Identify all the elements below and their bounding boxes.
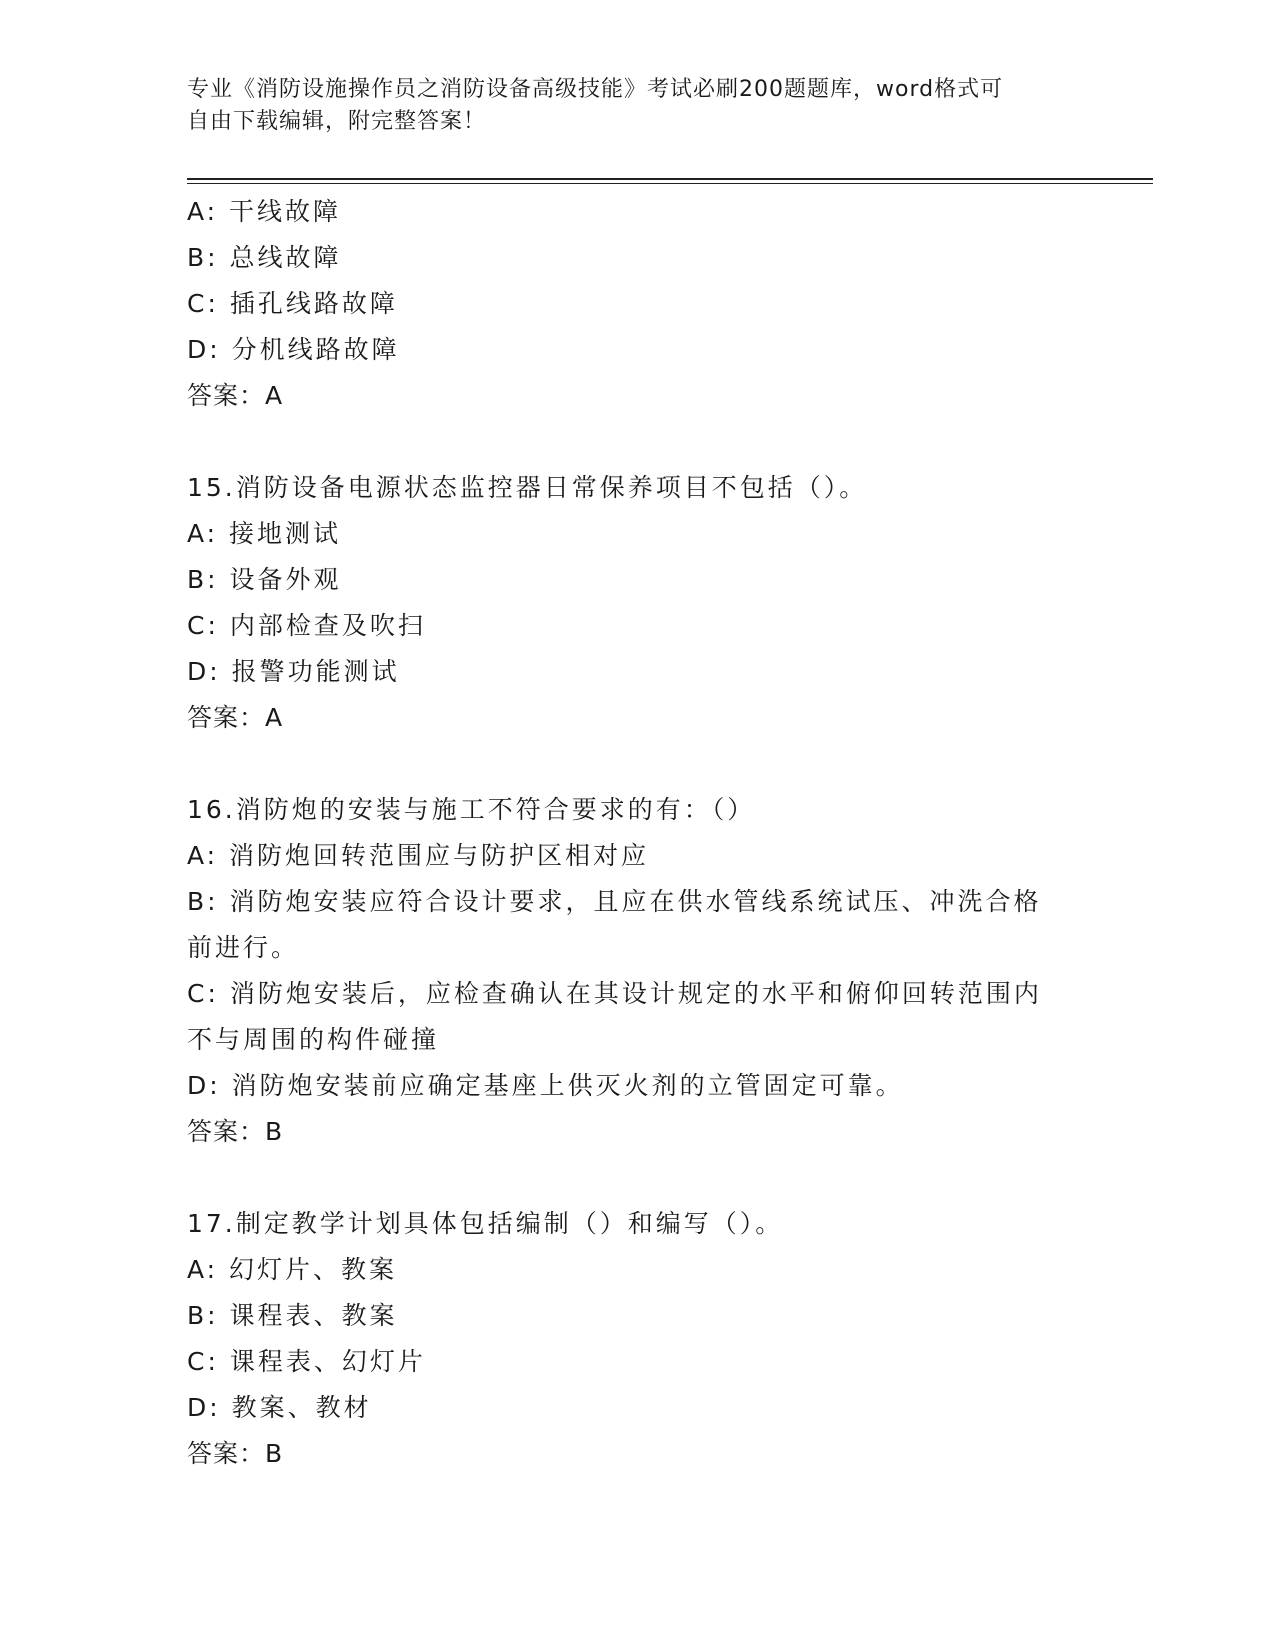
option-b: B: 总线故障 bbox=[187, 243, 342, 272]
answer: 答案：B bbox=[187, 1117, 284, 1146]
question-17 bbox=[187, 1201, 1077, 1477]
option-c-line-1: C: 消防炮安装后，应检查确认在其设计规定的水平和俯仰回转范围内 bbox=[187, 979, 1042, 1008]
header-divider-thin bbox=[187, 183, 1153, 184]
option-c: C: 内部检查及吹扫 bbox=[187, 611, 426, 640]
question-14-options bbox=[187, 189, 1077, 419]
option-d: D: 消防炮安装前应确定基座上供灭火剂的立管固定可靠。 bbox=[187, 1071, 904, 1100]
option-c: C: 插孔线路故障 bbox=[187, 289, 398, 318]
option-b: B: 课程表、教案 bbox=[187, 1301, 398, 1330]
spacer bbox=[187, 419, 1077, 465]
document-header bbox=[187, 74, 1067, 138]
question-list bbox=[187, 189, 1077, 1477]
option-b: B: 设备外观 bbox=[187, 565, 342, 594]
question-15 bbox=[187, 465, 1077, 741]
answer: 答案：A bbox=[187, 381, 284, 410]
question-stem: 17.制定教学计划具体包括编制（）和编写（）。 bbox=[187, 1209, 784, 1238]
option-a: A: 干线故障 bbox=[187, 197, 342, 226]
option-c: C: 课程表、幻灯片 bbox=[187, 1347, 426, 1376]
option-d: D: 分机线路故障 bbox=[187, 335, 400, 364]
header-line-2: 自由下载编辑，附完整答案！ bbox=[187, 109, 487, 134]
option-d: D: 报警功能测试 bbox=[187, 657, 400, 686]
option-b-line-2: 前进行。 bbox=[187, 933, 300, 962]
question-stem: 16.消防炮的安装与施工不符合要求的有：（） bbox=[187, 795, 756, 824]
option-a: A: 消防炮回转范围应与防护区相对应 bbox=[187, 841, 650, 870]
option-c-line-2: 不与周围的构件碰撞 bbox=[187, 1025, 440, 1054]
question-stem: 15.消防设备电源状态监控器日常保养项目不包括（）。 bbox=[187, 473, 868, 502]
spacer bbox=[187, 741, 1077, 787]
answer: 答案：A bbox=[187, 703, 284, 732]
option-a: A: 幻灯片、教案 bbox=[187, 1255, 398, 1284]
option-a: A: 接地测试 bbox=[187, 519, 342, 548]
question-16 bbox=[187, 787, 1077, 1155]
option-d: D: 教案、教材 bbox=[187, 1393, 372, 1422]
answer: 答案：B bbox=[187, 1439, 284, 1468]
header-line-1: 专业《消防设施操作员之消防设备高级技能》考试必刷200题题库，word格式可 bbox=[187, 77, 1004, 102]
spacer bbox=[187, 1155, 1077, 1201]
header-divider-thick bbox=[187, 178, 1153, 180]
option-b-line-1: B: 消防炮安装应符合设计要求，且应在供水管线系统试压、冲洗合格 bbox=[187, 887, 1042, 916]
